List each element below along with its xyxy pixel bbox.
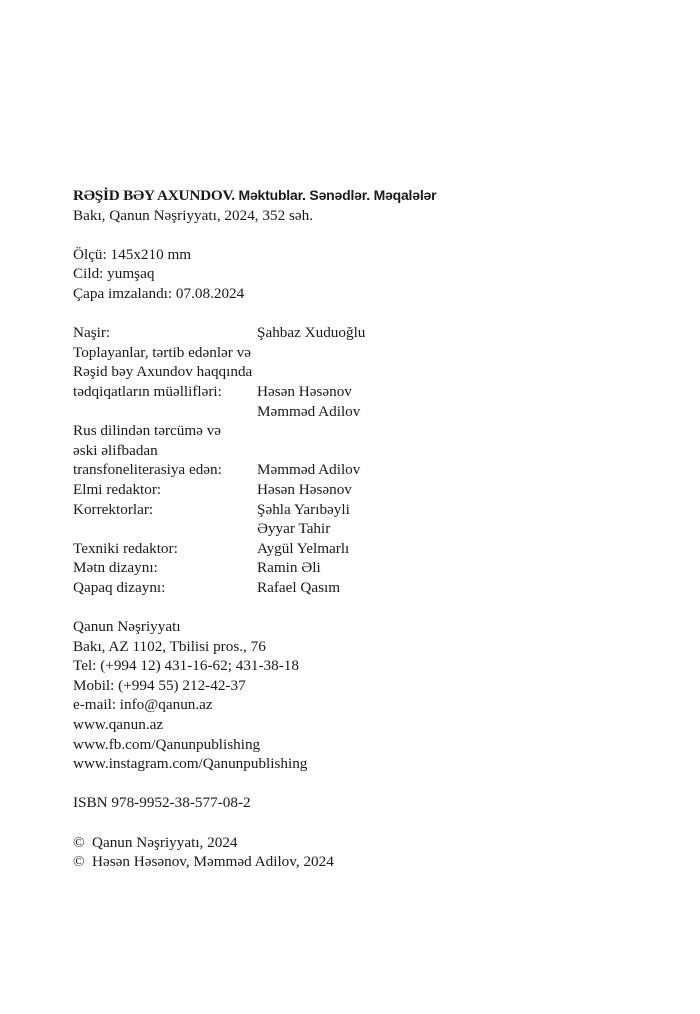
isbn: ISBN 978-9952-38-577-08-2 xyxy=(73,794,251,812)
credit-value xyxy=(257,421,633,441)
credit-row xyxy=(73,343,633,363)
credit-label: Elmi redaktor: xyxy=(73,480,162,498)
credit-value xyxy=(257,441,633,461)
credit-row xyxy=(73,578,633,598)
spec-size: Ölçü: 145x210 mm xyxy=(73,245,192,263)
credit-value: Əyyar Tahir xyxy=(257,520,331,538)
credit-value: Həsən Həsənov xyxy=(257,382,352,400)
credit-label: Rəşid bəy Axundov haqqında xyxy=(73,363,253,381)
credit-label: Rus dilindən tərcümə və xyxy=(73,422,222,440)
publisher-name: Qanun Nəşriyyatı xyxy=(73,618,181,636)
credit-value: Həsən Həsənov xyxy=(257,480,352,498)
publisher-facebook: www.fb.com/Qanunpublishing xyxy=(73,735,261,753)
credit-row xyxy=(73,402,633,422)
credit-label: tədqiqatların müəllifləri: xyxy=(73,382,222,400)
copyright-holder: Həsən Həsənov, Məmməd Adilov, 2024 xyxy=(92,853,334,871)
publisher-instagram: www.instagram.com/Qanunpublishing xyxy=(73,755,308,773)
credit-value xyxy=(257,343,633,363)
credit-row xyxy=(73,421,633,441)
credit-label: transfoneliterasiya edən: xyxy=(73,461,222,479)
credit-label: Naşir: xyxy=(73,324,111,342)
spec-print-date: Çapa imzalandı: 07.08.2024 xyxy=(73,284,245,302)
credit-label: Texniki redaktor: xyxy=(73,539,178,557)
credit-value: Şəhla Yarıbəyli xyxy=(257,500,350,518)
copyright-holder: Qanun Nəşriyyatı, 2024 xyxy=(92,833,238,851)
credit-value: Aygül Yelmarlı xyxy=(257,539,350,557)
imprint-page xyxy=(73,186,633,872)
credit-value xyxy=(257,362,633,382)
credit-row xyxy=(73,382,633,402)
publisher-block xyxy=(73,617,633,774)
publisher-email: e-mail: info@qanun.az xyxy=(73,696,213,714)
credit-row xyxy=(73,558,633,578)
copyright-icon: © xyxy=(73,853,85,871)
credit-value: Ramin Əli xyxy=(257,559,321,577)
imprint-line: Bakı, Qanun Nəşriyyatı, 2024, 352 səh. xyxy=(73,206,314,224)
book-title xyxy=(73,186,633,206)
copyright-icon: © xyxy=(73,833,85,851)
credits-list xyxy=(73,323,633,597)
credit-row xyxy=(73,500,633,520)
credit-label: Korrektorlar: xyxy=(73,500,154,518)
book-title-main: RƏŞİD BƏY AXUNDOV. xyxy=(73,187,235,204)
credit-row xyxy=(73,362,633,382)
credit-value: Rafael Qasım xyxy=(257,578,341,596)
publisher-website: www.qanun.az xyxy=(73,716,164,734)
spec-binding: Cild: yumşaq xyxy=(73,265,155,283)
credit-value: Məmməd Adilov xyxy=(257,402,361,420)
credit-row xyxy=(73,441,633,461)
credit-row xyxy=(73,323,633,343)
credit-label: Mətn dizaynı: xyxy=(73,559,158,577)
publisher-address: Bakı, AZ 1102, Tbilisi pros., 76 xyxy=(73,637,266,655)
publisher-mobile: Mobil: (+994 55) 212-42-37 xyxy=(73,676,246,694)
credit-row xyxy=(73,539,633,559)
credit-label: Toplayanlar, tərtib edənlər və xyxy=(73,343,251,361)
credit-value: Şahbaz Xuduoğlu xyxy=(257,324,366,342)
credit-value: Məmməd Adilov xyxy=(257,461,361,479)
credit-row xyxy=(73,460,633,480)
credit-label: əski əlifbadan xyxy=(73,441,158,459)
copyright-line xyxy=(73,852,633,872)
book-title-sub: Məktublar. Sənədlər. Məqalələr xyxy=(238,187,437,203)
credit-label xyxy=(73,519,257,539)
credit-label xyxy=(73,402,257,422)
credit-row xyxy=(73,480,633,500)
copyright-line xyxy=(73,833,633,853)
credit-row xyxy=(73,519,633,539)
publisher-phone: Tel: (+994 12) 431-16-62; 431-38-18 xyxy=(73,657,299,675)
credit-label: Qapaq dizaynı: xyxy=(73,578,166,596)
